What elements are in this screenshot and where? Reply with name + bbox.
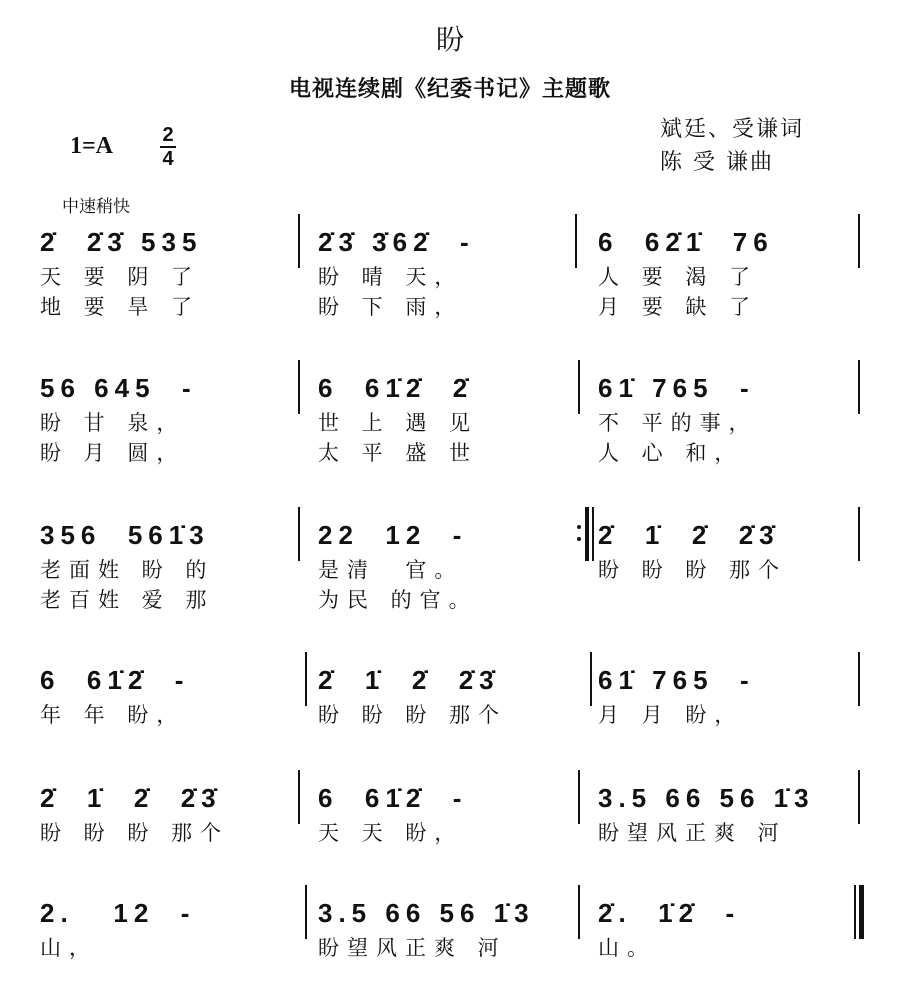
measure (40, 893, 300, 982)
measure-notes: 6 62̇1̇ 76 (598, 227, 774, 257)
measure-notes: 2. 12 - (40, 898, 196, 928)
measure-notes: 22 12 - (318, 520, 468, 550)
lyric-line-2: 盼 下 雨， (318, 295, 464, 319)
measure (318, 778, 578, 878)
lyric-line-1: 盼 盼 盼 那个 (40, 821, 230, 845)
measure (598, 778, 858, 878)
measure (318, 660, 578, 760)
measure-notes: 2̇ 1̇ 2̇ 2̇3̇ (318, 665, 500, 695)
lyric-line-2: 为民 的官。 (318, 588, 478, 612)
measure-notes: 3.5 66 56 1̇3 (598, 783, 815, 813)
lyric-line-2 (318, 730, 578, 760)
measure-notes: 2̇ 2̇3̇ 535 (40, 227, 203, 257)
lyric-line-1: 世 上 遇 见 (318, 411, 479, 435)
measure-notes: 61̇ 765 - (598, 665, 755, 695)
lyric-line-2 (40, 730, 300, 760)
lyric-line-1: 盼 甘 泉， (40, 411, 186, 435)
lyric-line-1: 天 天 盼， (318, 821, 464, 845)
lyric-line-2 (318, 848, 578, 878)
measure (40, 778, 300, 878)
lyric-line-1: 盼望风正爽 河 (318, 936, 507, 960)
lyric-line-2: 老百姓 爱 那 (40, 588, 215, 612)
score-system (0, 778, 900, 908)
measure-notes: 61̇ 765 - (598, 373, 755, 403)
song-subtitle: 电视连续剧《纪委书记》主题歌 (288, 77, 611, 102)
measure (318, 368, 578, 468)
barline (858, 652, 860, 706)
lyric-line-1: 月 月 盼， (598, 703, 744, 727)
measure (598, 368, 858, 468)
final-barline (854, 885, 868, 939)
measure-notes: 6 61̇2̇ 2̇ (318, 373, 474, 403)
barline (858, 214, 860, 268)
barline (575, 214, 577, 268)
time-signature-top: 2 (162, 124, 174, 146)
composer-credit: 陈 受 谦曲 (660, 150, 774, 175)
barline (858, 507, 860, 561)
score-system (0, 660, 900, 790)
measure-notes: 356 561̇3 (40, 520, 210, 550)
measure (318, 515, 578, 615)
lyric-line-1: 山， (40, 936, 98, 960)
measure-notes: 6 61̇2̇ - (318, 783, 468, 813)
key-signature: 1=A (70, 133, 114, 159)
measure-notes: 56 645 - (40, 373, 197, 403)
measure-notes: 2̇ 1̇ 2̇ 2̇3̇ (598, 520, 780, 550)
barline (578, 885, 580, 939)
lyric-line-1: 天 要 阴 了 (40, 265, 201, 289)
measure (598, 515, 858, 615)
lyric-line-1: 盼 盼 盼 那个 (318, 703, 508, 727)
score-system (0, 368, 900, 498)
barline (590, 652, 592, 706)
measure-notes: 2̇3̇ 3̇62̇ - (318, 227, 475, 257)
measure (598, 660, 858, 760)
lyric-line-2 (598, 848, 858, 878)
lyric-line-2: 太 平 盛 世 (318, 441, 479, 465)
score-system (0, 222, 900, 352)
time-signature-bottom: 4 (162, 148, 174, 170)
measure (40, 222, 300, 322)
measure (598, 893, 858, 982)
lyricist-credit: 斌廷、受谦词 (660, 117, 805, 142)
measure (40, 368, 300, 468)
measure (40, 660, 300, 760)
lyric-line-1: 盼 盼 盼 那个 (598, 558, 788, 582)
measure (40, 515, 300, 615)
lyric-line-2: 月 要 缺 了 (598, 295, 759, 319)
tempo-marking: 中速稍快 (62, 197, 130, 217)
barline (298, 507, 300, 561)
measure-notes: 6 61̇2̇ - (40, 665, 190, 695)
barline (305, 652, 307, 706)
measure (318, 222, 578, 322)
barline (298, 214, 300, 268)
lyric-line-2 (40, 963, 300, 982)
lyric-line-2: 盼 月 圆， (40, 441, 186, 465)
lyric-line-2 (598, 585, 858, 615)
lyric-line-1: 盼 晴 天， (318, 265, 464, 289)
barline (578, 360, 580, 414)
lyric-line-2: 人 心 和， (598, 441, 744, 465)
lyric-line-1: 老面姓 盼 的 (40, 558, 215, 582)
time-signature (160, 124, 176, 170)
lyric-line-1: 山。 (598, 936, 656, 960)
barline (298, 360, 300, 414)
barline (858, 770, 860, 824)
barline (305, 885, 307, 939)
repeat-start-barline (585, 507, 599, 561)
lyric-line-1: 是清 官。 (318, 558, 464, 582)
measure (598, 222, 858, 322)
measure-notes: 2̇. 1̇2̇ - (598, 898, 741, 928)
measure (318, 893, 578, 982)
lyric-line-2 (318, 963, 578, 982)
lyric-line-2: 地 要 旱 了 (40, 295, 201, 319)
lyric-line-1: 年 年 盼， (40, 703, 186, 727)
lyric-line-1: 不 平的事， (598, 411, 758, 435)
measure-notes: 2̇ 1̇ 2̇ 2̇3̇ (40, 783, 222, 813)
song-title: 盼 (435, 23, 464, 56)
score-system (0, 515, 900, 645)
lyric-line-2 (40, 848, 300, 878)
barline (298, 770, 300, 824)
barline (578, 770, 580, 824)
lyric-line-2 (598, 730, 858, 760)
lyric-line-1: 人 要 渴 了 (598, 265, 759, 289)
lyric-line-2 (598, 963, 858, 982)
measure-notes: 3.5 66 56 1̇3 (318, 898, 535, 928)
barline (858, 360, 860, 414)
score-system (0, 893, 900, 982)
lyric-line-1: 盼望风正爽 河 (598, 821, 787, 845)
